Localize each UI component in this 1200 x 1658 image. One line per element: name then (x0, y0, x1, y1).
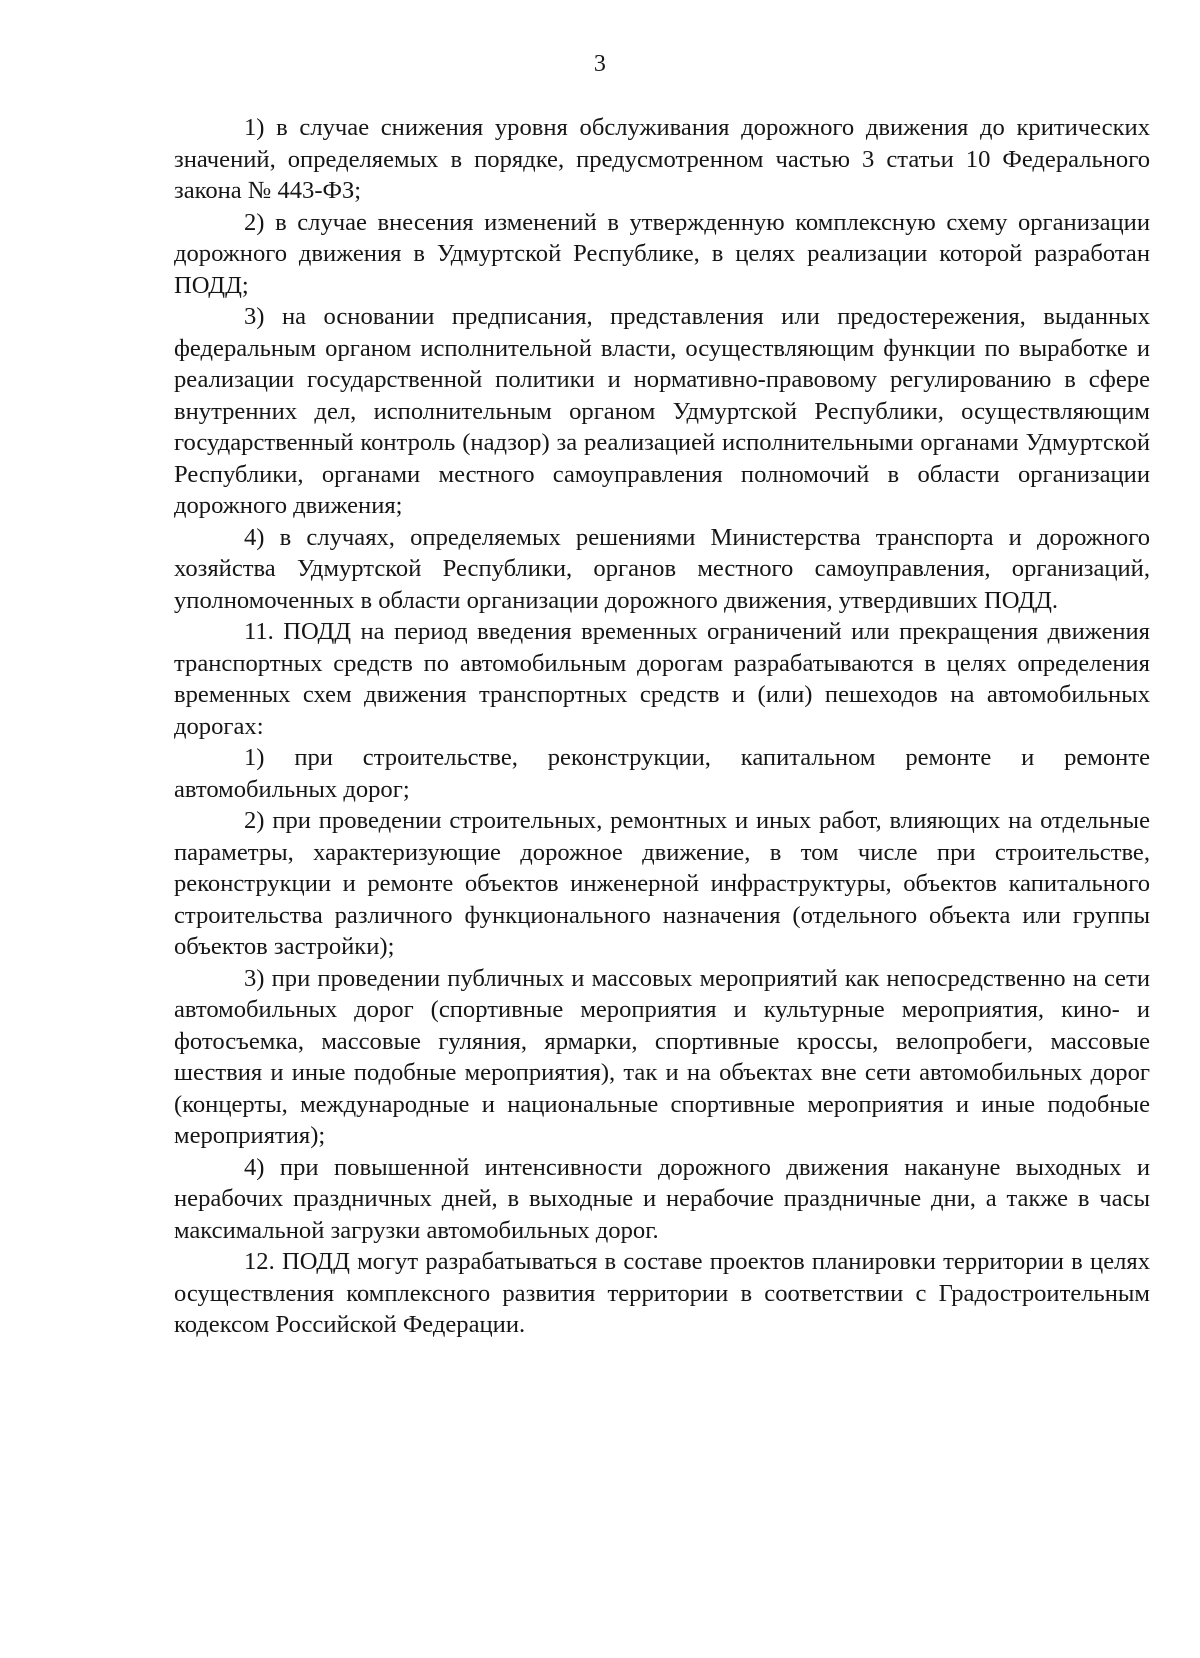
paragraph-5: 11. ПОДД на период введения временных ограничений или прекращения движения транспортных средств по автомобильным дорогам разрабатываются в целях определения временных схем движения транспортных средств и (или) пешеходов на автомобильных дорогах: (174, 618, 1150, 740)
paragraph-8: 3) при проведении публичных и массовых мероприятий как непосредственно на сети автомобильных дорог (спортивные мероприятия и культурные мероприятия, кино- и фотосъемка, массовые гуляния, ярмарки, спортивные кроссы, велопробеги, массовые шествия и иные подобные мероприятия), так и на объектах вне сети автомобильных дорог (концерты, международные и национальные спортивные мероприятия и иные подобные мероприятия); (174, 964, 1150, 1149)
paragraph-2: 2) в случае внесения изменений в утвержденную комплексную схему организации дорожного движения в Удмуртской Республике, в целях реализации которой разработан ПОДД; (174, 208, 1150, 299)
page-number: 3 (593, 51, 607, 77)
paragraph-4: 4) в случаях, определяемых решениями Министерства транспорта и дорожного хозяйства Удмуртской Республики, органов местного самоуправления, организаций, уполномоченных в области организации дорожного движения, утвердивших ПОДД. (174, 523, 1150, 614)
paragraph-9: 4) при повышенной интенсивности дорожного движения накануне выходных и нерабочих праздничных дней, в выходные и нерабочие праздничные дни, а также в часы максимальной загрузки автомобильных дорог. (174, 1153, 1150, 1244)
paragraph-3: 3) на основании предписания, представления или предостережения, выданных федеральным органом исполнительной власти, осуществляющим функции по выработке и реализации государственной политики и нормативно-правовому регулированию в сфере внутренних дел, исполнительным органом Удмуртской Республики, осуществляющим государственный контроль (надзор) за реализацией исполнительными органами Удмуртской Республики, органами местного самоуправления полномочий в области организации дорожного движения; (174, 303, 1150, 519)
paragraph-1: 1) в случае снижения уровня обслуживания дорожного движения до критических значений, определяемых в порядке, предусмотренном частью 3 статьи 10 Федерального закона № 443-ФЗ; (174, 114, 1150, 204)
document-body (174, 112, 1150, 1341)
paragraph-6: 1) при строительстве, реконструкции, капитальном ремонте и ремонте автомобильных дорог; (174, 744, 1150, 803)
paragraph-10: 12. ПОДД могут разрабатываться в составе проектов планировки территории в целях осуществления комплексного развития территории в соответствии с Градостроительным кодексом Российской Федерации. (174, 1248, 1150, 1338)
paragraph-7: 2) при проведении строительных, ремонтных и иных работ, влияющих на отдельные параметры, характеризующие дорожное движение, в том числе при строительстве, реконструкции и ремонте объектов инженерной инфраструктуры, объектов капитального строительства различного функционального назначения (отдельного объекта или группы объектов застройки); (174, 807, 1150, 960)
